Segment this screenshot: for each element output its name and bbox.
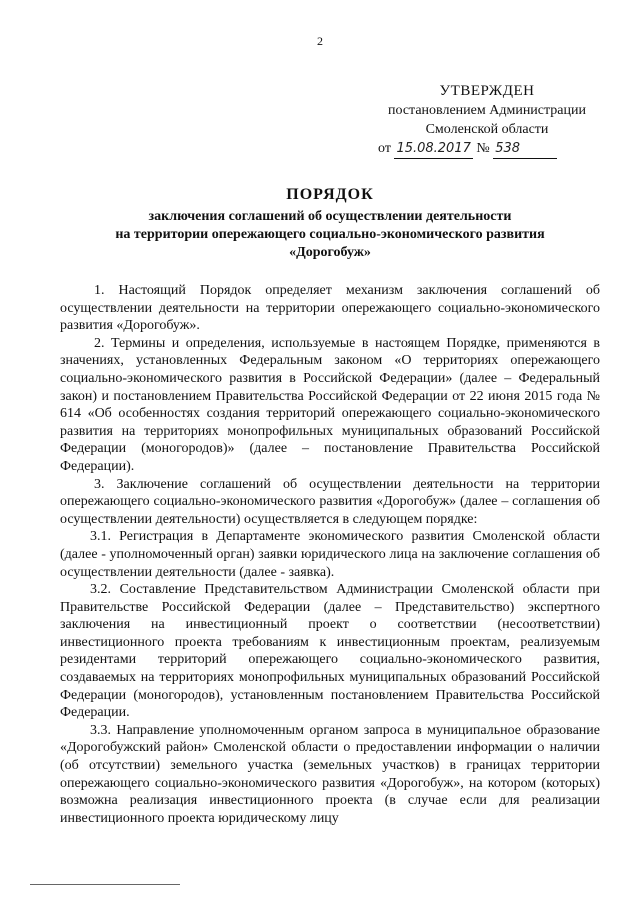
handwritten-date: 15.08.2017 <box>394 139 472 159</box>
footer-divider <box>30 884 180 885</box>
title-line-2: на территории опережающего социально-экономического развития <box>115 227 545 242</box>
title-line-3: «Дорогобуж» <box>289 245 371 260</box>
from-label: от <box>378 141 391 156</box>
approval-date-line <box>372 139 602 159</box>
title-main: ПОРЯДОК <box>286 186 374 203</box>
paragraph-1: 1. Настоящий Порядок определяет механизм заключения соглашений об осуществлении деятельности на территории опережающего социально-экономического развития «Дорогобуж». <box>60 283 600 334</box>
document-title <box>60 186 600 262</box>
title-line-1: заключения соглашений об осуществлении деятельности <box>148 209 512 224</box>
number-label: № <box>476 141 490 156</box>
paragraph-3-1: 3.1. Регистрация в Департаменте экономического развития Смоленской области (далее - уполномоченный орган) заявки юридического лица на заключение соглашения об осуществлении деятельности (далее - заявка). <box>60 529 600 580</box>
approval-heading: УТВЕРЖДЕН <box>439 83 535 99</box>
paragraph-3-3: 3.3. Направление уполномоченным органом запроса в муниципальное образование «Дорогобужский район» Смоленской области о предоставлении информации о наличии (об отсутствии) земельного участка (земельных участков) в границах территории опережающего социально-экономического развития «Дорогобуж», на котором (которых) возможна реализация инвестиционного проекта (в случае если для реализации инвестиционного проекта юридическому лицу <box>60 722 600 826</box>
approval-line-2: Смоленской области <box>425 122 549 137</box>
approval-line-1: постановлением Администрации <box>388 103 586 118</box>
paragraph-2: 2. Термины и определения, используемые в настоящем Порядке, применяются в значениях, установленных Федеральным законом «О территориях опережающего социально-экономического развития в Российской Федерации» (далее – Федеральный закон) и постановлением Правительства Российской Федерации от 22 июня 2015 года № 614 «Об особенностях создания территорий опережающего социально-экономического развития на территориях монопрофильных муниципальных образований Российской Федерации (моногородов)» (далее – постановление Правительства Российской Федерации). <box>60 335 600 474</box>
handwritten-number: 538 <box>493 139 557 159</box>
paragraph-3: 3. Заключение соглашений об осуществлении деятельности на территории опережающего социально-экономического развития «Дорогобуж» (далее – соглашения об осуществлении деятельности) осуществляется в следующем порядке: <box>60 476 600 527</box>
document-body <box>60 282 600 827</box>
page-number: 2 <box>317 34 323 48</box>
paragraph-3-2: 3.2. Составление Представительством Администрации Смоленской области при Правительстве Российской Федерации (далее – Представительство) экспертного заключения на инвестиционный проект о соответствии (несоответствии) инвестиционного проекта требованиям к инвестиционным проектам, реализуемым резидентами территорий опережающего социально-экономического развития, создаваемых на территориях монопрофильных муниципальных образований Российской Федерации (моногородов), установленным постановлением Правительства Российской Федерации. <box>60 582 600 721</box>
approval-stamp <box>372 82 602 159</box>
